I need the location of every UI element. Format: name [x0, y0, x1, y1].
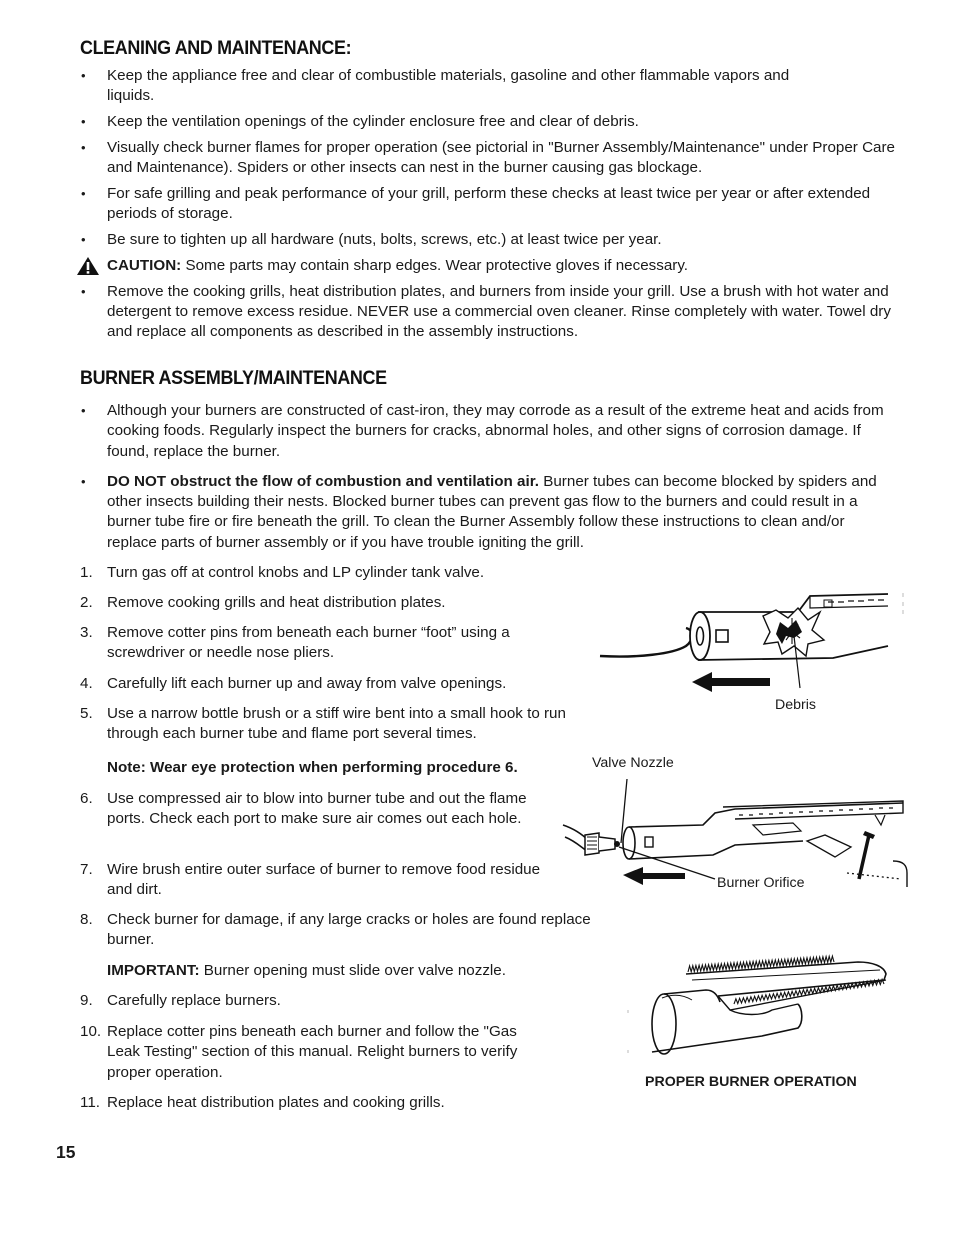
eye-protection-note: Note: Wear eye protection when performing procedure 6. — [107, 759, 518, 776]
valve-nozzle-illustration — [563, 775, 908, 890]
bullet-bold-lead: DO NOT obstruct the flow of combustion and ventilation air. — [107, 472, 540, 490]
step-8: 8. Check burner for damage, if any large cracks or holes are found replace burner. — [80, 911, 591, 949]
list-item: • Be sure to tighten up all hardware (nuts, bolts, screws, etc.) at least twice per year. — [81, 231, 662, 249]
section-title-cleaning: CLEANING AND MAINTENANCE: — [80, 37, 352, 59]
proper-burner-operation-illustration — [622, 940, 892, 1060]
step-7: 7. Wire brush entire outer surface of burner to remove food residue and dirt. — [80, 861, 541, 899]
burner-orifice-label: Burner Orifice — [717, 875, 805, 891]
list-item: • Keep the ventilation openings of the cylinder enclosure free and clear of debris. — [81, 113, 639, 131]
list-item: • For safe grilling and peak performance of your grill, perform these checks at least twice per year or after extended periods of storage. — [81, 184, 871, 223]
step-3: 3. Remove cotter pins from beneath each burner “foot” using a screwdriver or needle nose pliers. — [80, 624, 510, 662]
page-number: 15 — [56, 1142, 76, 1162]
caution-item — [80, 256, 895, 276]
important-note — [107, 961, 506, 981]
step-9: 9. Carefully replace burners. — [80, 992, 281, 1009]
list-item: • Remove the cooking grills, heat distribution plates, and burners from inside your grill. Use a brush with hot water and detergent to remove excess residue. NEVER use a commercial oven cleaner. Rinse completely with water. Towel dry and replace all components as described in the assembly instructions. — [81, 282, 891, 341]
list-item: • Although your burners are constructed of cast-iron, they may corrode as a result of the extreme heat and acids from cooking foods. Regularly inspect the burners for cracks, abnormal holes, and other signs of corrosion damage. If found, replace the burner. — [81, 402, 884, 460]
list-item: • Visually check burner flames for proper operation (see pictorial in "Burner Assembly/Maintenance" under Proper Care and Maintenance). Spiders or other insects can nest in the burner causing gas blockage. — [81, 138, 895, 177]
caution-label: CAUTION: — [107, 256, 182, 274]
important-text: Burner opening must slide over valve nozzle. — [199, 962, 506, 979]
burner-bullet-list — [80, 401, 895, 559]
step-10: 10. Replace cotter pins beneath each burner and follow the "Gas Leak Testing" section of this manual. Relight burners to verify proper operation. — [80, 1023, 518, 1081]
debris-burner-illustration — [598, 588, 898, 698]
step-2: 2. Remove cooking grills and heat distribution plates. — [80, 594, 446, 611]
list-item: • DO NOT obstruct the flow of combustion and ventilation air. Burner tubes can become blocked by spiders and other insects building their nests. Blocked burner tubes can prevent gas flow to the burners and could result in a burner tube fire or fire beneath the grill. To clean the Burner Assembly follow these instructions to clean and/or replace parts of burner assembly or if you have trouble igniting the grill. — [81, 472, 877, 551]
valve-nozzle-label: Valve Nozzle — [592, 755, 674, 771]
step-4: 4. Carefully lift each burner up and away from valve openings. — [80, 675, 507, 692]
important-label: IMPORTANT: — [107, 962, 200, 979]
debris-label: Debris — [775, 697, 816, 713]
step-5: 5. Use a narrow bottle brush or a stiff wire bent into a small hook to run through each burner tube and flame port several times. — [80, 705, 566, 743]
caution-text: Some parts may contain sharp edges. Wear protective gloves if necessary. — [181, 256, 689, 274]
step-6: 6. Use compressed air to blow into burner tube and out the flame ports. Check each port to make sure air comes out each hole. — [80, 790, 527, 828]
step-11: 11. Replace heat distribution plates and cooking grills. — [80, 1094, 445, 1111]
step-1: 1. Turn gas off at control knobs and LP cylinder tank valve. — [80, 564, 485, 581]
section-title-burner: BURNER ASSEMBLY/MAINTENANCE — [80, 367, 387, 389]
proper-burner-operation-caption: PROPER BURNER OPERATION — [645, 1074, 857, 1090]
list-item: • Keep the appliance free and clear of combustible materials, gasoline and other flammable vapors and liquids. — [81, 67, 790, 105]
cleaning-bullet-list — [80, 66, 895, 348]
warning-triangle-icon — [76, 256, 100, 276]
